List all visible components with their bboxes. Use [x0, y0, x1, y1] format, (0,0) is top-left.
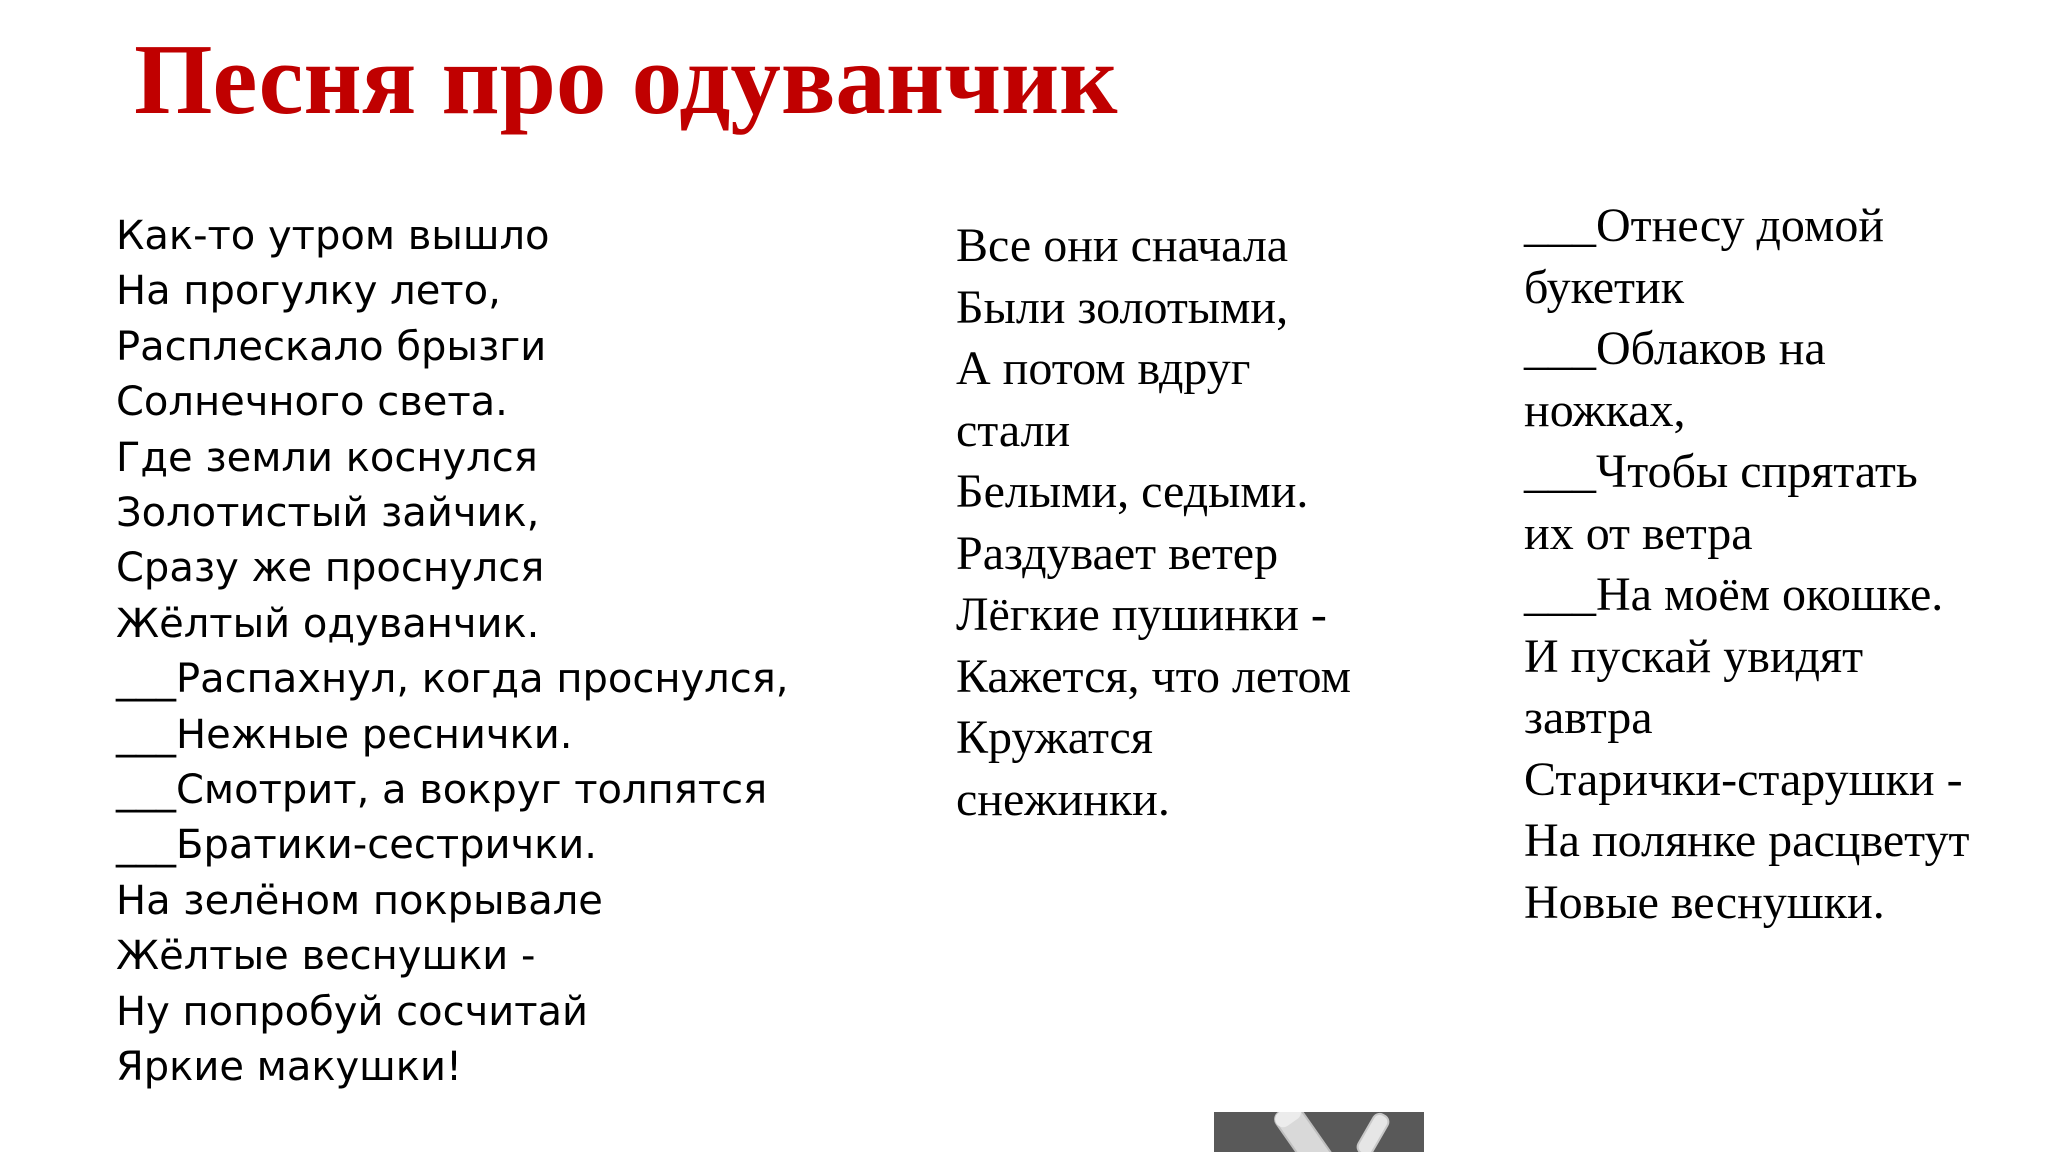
- poem-column-3: [1524, 195, 1969, 933]
- poem-line: Кажется, что летом: [956, 649, 1352, 703]
- poem-line: стали: [956, 403, 1071, 457]
- poem-line: Белыми, седыми.: [956, 465, 1309, 518]
- poem-line: И пускай увидят: [1524, 629, 1864, 683]
- poem-line: На прогулку лето,: [116, 268, 501, 315]
- poem-line: Яркие макушки!: [116, 1044, 462, 1091]
- poem-line: ___Смотрит, а вокруг толпятся: [116, 767, 768, 814]
- poem-line: ___Распахнул, когда проснулся,: [116, 656, 789, 703]
- poem-line: Были золотыми,: [956, 280, 1289, 334]
- poem-column-2: [956, 215, 1351, 830]
- poem-line: Новые веснушки.: [1524, 875, 1885, 929]
- poem-line: снежинки.: [956, 772, 1170, 826]
- poem-line: Где земли коснулся: [116, 434, 538, 481]
- poem-line: Старички-старушки -: [1524, 752, 1963, 806]
- poem-line: На полянке расцветут: [1524, 814, 1970, 867]
- poem-line: ___Чтобы спрятать: [1524, 445, 1918, 498]
- poem-line: Расплескало брызги: [116, 323, 547, 370]
- poem-line: Золотистый зайчик,: [116, 490, 540, 537]
- poem-line: Жёлтый одуванчик.: [116, 600, 540, 647]
- slide-title: Песня про одуванчик: [134, 23, 1118, 135]
- poem-line: букетик: [1524, 260, 1685, 314]
- pencil-icon: [1214, 1112, 1424, 1152]
- poem-line: Сразу же проснулся: [116, 545, 545, 592]
- poem-line: Лёгкие пушинки -: [956, 588, 1327, 641]
- poem-line: завтра: [1524, 691, 1653, 744]
- poem-line: ___На моём окошке.: [1524, 568, 1944, 621]
- poem-line: Все они сначала: [956, 219, 1289, 272]
- poem-line: ___Братики-сестрички.: [116, 822, 598, 869]
- poem-line: А потом вдруг: [956, 342, 1251, 395]
- poem-line: Ну попробуй сосчитай: [116, 988, 589, 1035]
- poem-line: ___Нежные реснички.: [116, 711, 573, 758]
- poem-line: Кружатся: [956, 711, 1153, 764]
- poem-line: Раздувает ветер: [956, 526, 1279, 580]
- poem-line: их от ветра: [1524, 506, 1753, 560]
- poem-line: ___Отнесу домой: [1524, 199, 1885, 252]
- poem-line: Солнечного света.: [116, 379, 508, 426]
- embedded-media-thumbnail[interactable]: [1214, 1112, 1424, 1152]
- poem-line: ___Облаков на: [1524, 322, 1826, 375]
- poem-column-1: [116, 209, 788, 1096]
- poem-line: Жёлтые веснушки -: [116, 933, 536, 980]
- poem-line: ножках,: [1524, 383, 1686, 437]
- poem-line: На зелёном покрывале: [116, 877, 603, 924]
- poem-line: Как-то утром вышло: [116, 213, 550, 259]
